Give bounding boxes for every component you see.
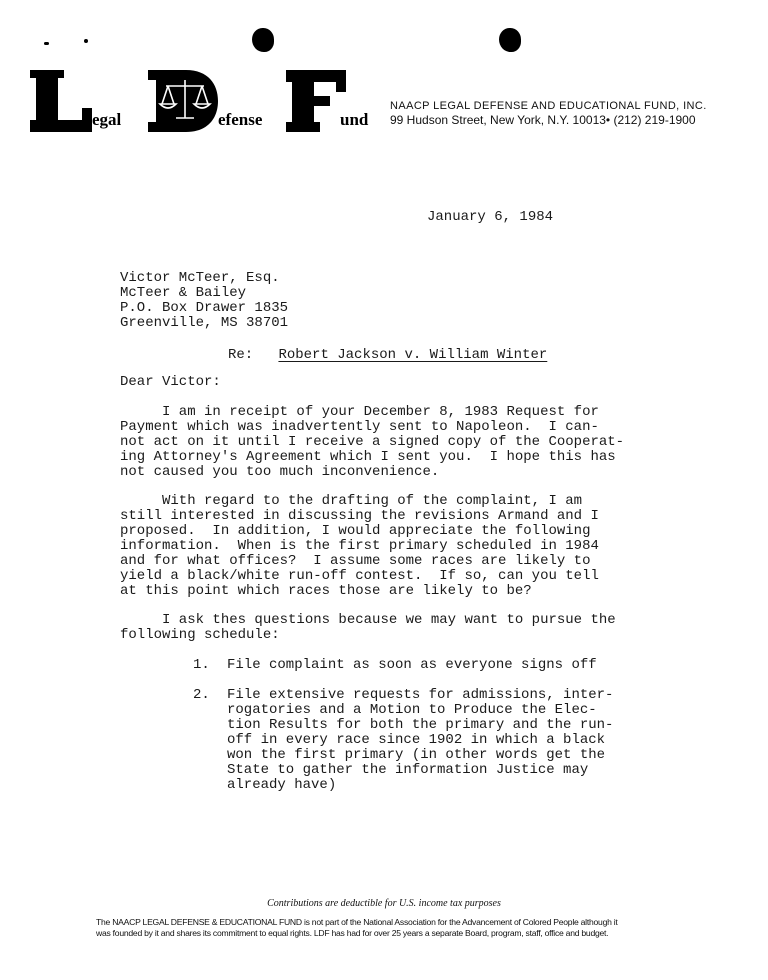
paragraph-3: [120, 613, 616, 643]
body-line: and for what offices? I assume some races are likely to: [120, 553, 591, 569]
ldf-logo: [30, 70, 370, 132]
footer-disclaimer-line-2: was founded by it and shares its commitment to equal rights. LDF has had for over 25 years a separate Board, program, staff, office and budget.: [96, 928, 609, 938]
logo-word-defense: efense: [218, 110, 263, 129]
recipient-line: Greenville, MS 38701: [120, 315, 289, 331]
footer-disclaimer-line-1: The NAACP LEGAL DEFENSE & EDUCATIONAL FUND is not part of the National Association for the Advancement of Colored People although it: [96, 917, 618, 927]
body-line: not act on it until I receive a signed copy of the Cooperat-: [120, 434, 625, 450]
speck-mark: [44, 42, 49, 45]
subject-line: [228, 345, 547, 363]
body-line: ing Attorney's Agreement which I sent you. I hope this has: [120, 449, 616, 465]
logo-word-legal: egal: [92, 110, 122, 129]
logo-letter-l: [30, 70, 92, 132]
body-line: With regard to the drafting of the complaint, I am: [120, 493, 583, 509]
body-line: yield a black/white run-off contest. If so, can you tell: [120, 568, 599, 584]
scales-of-justice-icon: [148, 70, 218, 132]
list-number: 1.: [193, 657, 210, 673]
schedule-list: [193, 658, 673, 798]
logo-letter-d: [148, 70, 218, 132]
list-line: tion Results for both the primary and the run-: [227, 717, 614, 733]
recipient-line: P.O. Box Drawer 1835: [120, 300, 289, 316]
list-line: File extensive requests for admissions, inter-: [227, 687, 614, 703]
recipient-line: Victor McTeer, Esq.: [120, 270, 280, 286]
recipient-address: [120, 271, 288, 331]
list-line: won the first primary (in other words get the: [227, 747, 606, 763]
list-line: already have): [227, 777, 337, 793]
logo-letter-f: [286, 70, 346, 132]
body-line: Payment which was inadvertently sent to Napoleon. I can-: [120, 419, 599, 435]
ink-blot-icon: [499, 28, 521, 52]
list-item: [193, 688, 673, 798]
list-number: 2.: [193, 687, 210, 703]
list-line: rogatories and a Motion to Produce the Elec-: [227, 702, 597, 718]
org-address: 99 Hudson Street, New York, N.Y. 10013• (212) 219-1900: [390, 113, 696, 127]
list-line: off in every race since 1902 in which a black: [227, 732, 606, 748]
recipient-line: McTeer & Bailey: [120, 285, 247, 301]
org-name: NAACP LEGAL DEFENSE AND EDUCATIONAL FUND, INC.: [390, 100, 707, 112]
ink-blot-icon: [252, 28, 274, 52]
body-line: not caused you too much inconvenience.: [120, 464, 440, 480]
re-label: Re:: [228, 347, 254, 363]
paragraph-2: [120, 494, 599, 599]
logo-word-fund: und: [340, 110, 369, 129]
body-line: information. When is the first primary scheduled in 1984: [120, 538, 599, 554]
re-subject: Robert Jackson v. William Winter: [278, 347, 548, 363]
list-line: State to gather the information Justice may: [227, 762, 589, 778]
body-line: proposed. In addition, I would appreciate the following: [120, 523, 591, 539]
list-item: [193, 658, 673, 688]
letter-date: January 6, 1984: [427, 209, 554, 225]
speck-mark: [84, 39, 88, 43]
body-line: at this point which races those are likely to be?: [120, 583, 532, 599]
body-line: I am in receipt of your December 8, 1983 Request for: [120, 404, 599, 420]
body-line: I ask thes questions because we may want to pursue the: [120, 612, 616, 628]
letterhead: [0, 0, 768, 140]
list-line: File complaint as soon as everyone signs off: [227, 657, 597, 673]
paragraph-1: [120, 405, 624, 480]
salutation: Dear Victor:: [120, 374, 221, 390]
body-line: following schedule:: [120, 627, 280, 643]
tax-deductible-note: Contributions are deductible for U.S. income tax purposes: [267, 898, 501, 909]
body-line: still interested in discussing the revisions Armand and I: [120, 508, 599, 524]
